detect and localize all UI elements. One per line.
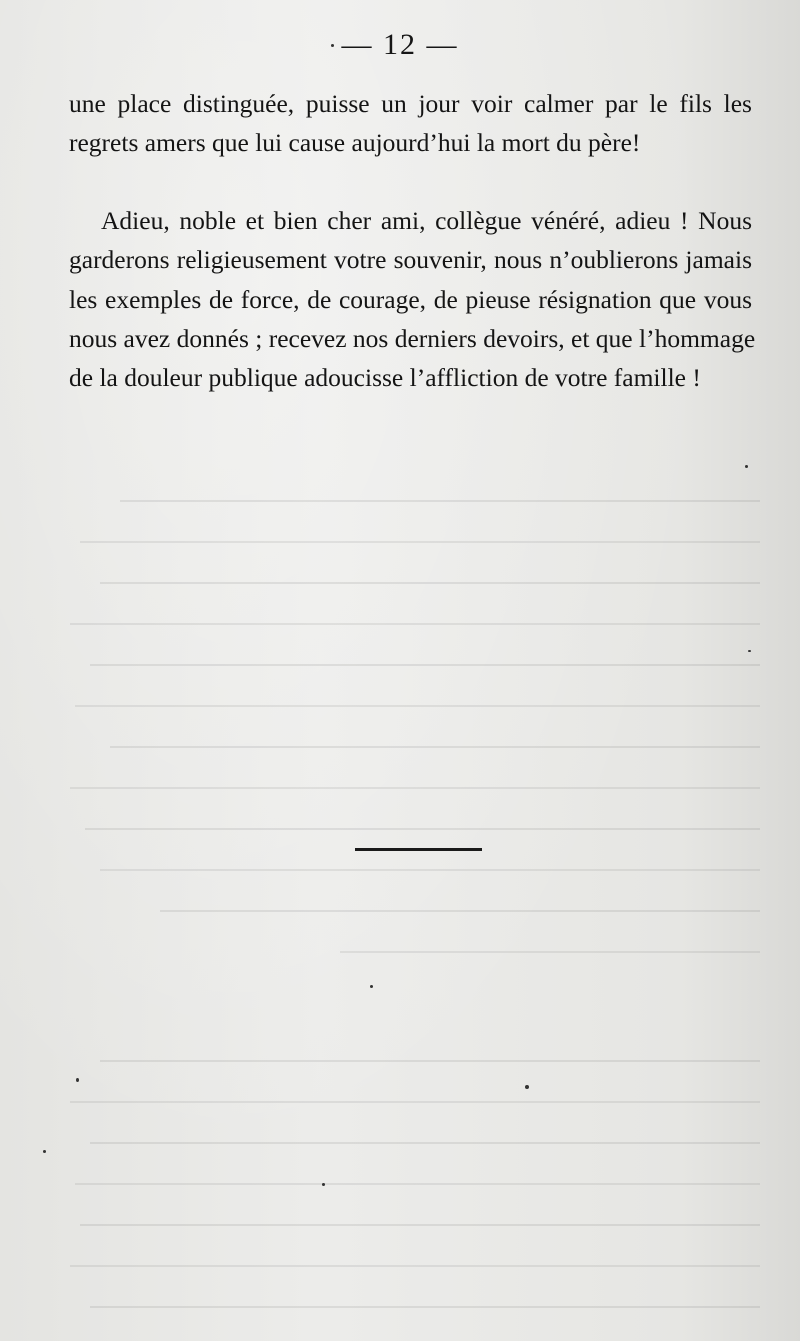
ink-speck: [322, 1183, 325, 1186]
paragraph-1: [69, 84, 752, 163]
bleed-through-texture: [60, 500, 760, 1020]
ink-speck: [43, 1150, 46, 1153]
ink-speck: [76, 1078, 79, 1082]
paragraph-line: de la douleur publique adoucisse l’affliction de votre famille !: [69, 363, 701, 393]
paragraph-line: regrets amers que lui cause aujourd’hui la mort du père!: [69, 128, 641, 158]
paragraph-line: une place distinguée, puisse un jour voir calmer par le fils les: [69, 89, 752, 118]
ink-speck: [525, 1085, 529, 1089]
paragraph-line: Adieu, noble et bien cher ami, collègue vénéré, adieu ! Nous: [101, 206, 752, 235]
paragraph-line: nous avez donnés ; recevez nos derniers devoirs, et que l’hommage: [69, 323, 756, 353]
paragraph-line: les exemples de force, de courage, de pieuse résignation que vous: [69, 284, 752, 314]
page-number: — 12 —: [341, 28, 459, 61]
ink-speck: [748, 650, 751, 652]
ink-speck: [331, 44, 334, 47]
paragraph-line: garderons religieusement votre souvenir, nous n’oublierons jamais: [69, 245, 752, 275]
paragraph-2: [69, 201, 756, 397]
ink-speck: [370, 985, 373, 988]
ink-speck: [745, 465, 748, 468]
section-divider-rule: [355, 848, 482, 851]
bleed-through-texture-lower: [60, 1060, 760, 1341]
